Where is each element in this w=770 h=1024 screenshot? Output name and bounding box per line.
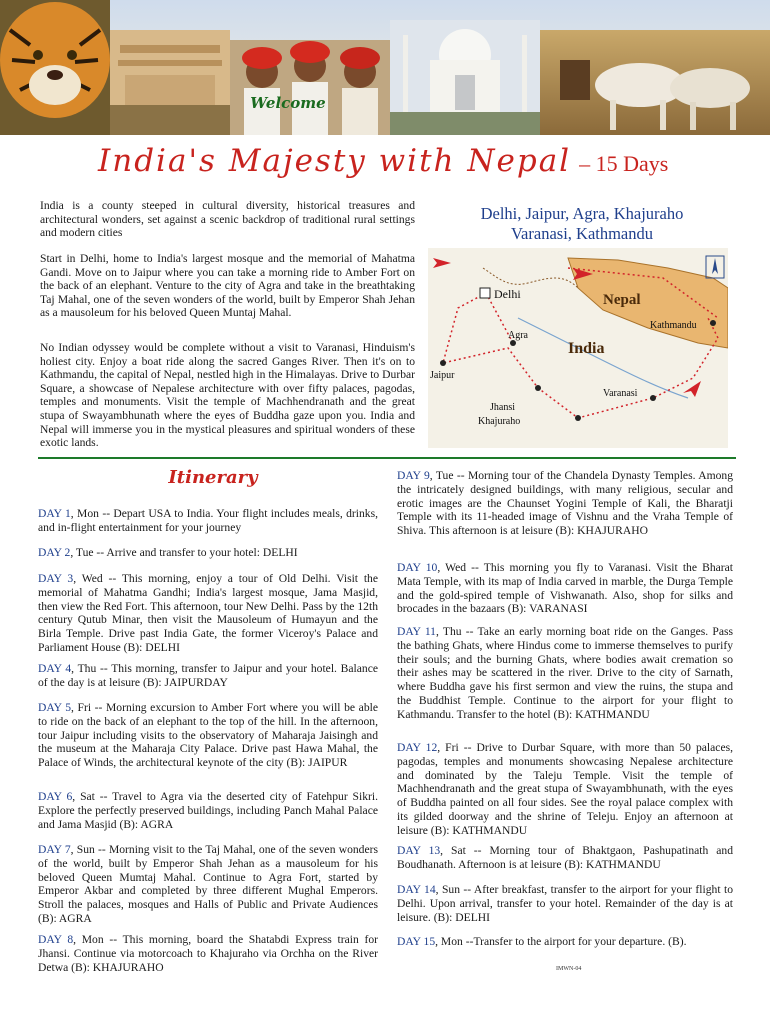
day-entry [397,844,733,872]
day-label: DAY 13 [397,844,441,857]
day-text: , Tue -- Morning tour of the Chandela Dynasty Temples. Among the intricately designed buildings, with many religious, secular and erotic images are the Chaunset Yogini Temple of Kali, the Bharatji Temple with its 11-headed image of Vishnu and the Vraha Temple of Shiva. This afternoon is at leisure (B): KHAJURAHO [397,469,733,538]
map-label-khajuraho: Khajuraho [478,416,521,427]
cities-line-1: Delhi, Jaipur, Agra, Khajuraho [480,204,684,223]
day-text: , Fri -- Drive to Durbar Square, with more than 50 palaces, pagodas, temples and monuments showcasing Nepalese architecture and dominated by the Taleju Temple. Visit the temple of Machhendranath and the great stupa of Swayambhunath, with the eyes of Buddha painted on all four sides. See the royal palace complex with its gilded doorway and the shrine of Teleju. Enjoy an afternoon at leisure (B): KATHMANDU [397,741,733,837]
section-divider [38,457,736,459]
map-label-agra: Agra [508,330,528,341]
day-text: , Thu -- Take an early morning boat ride on the Ganges. Pass the bathing Ghats, where Hindus come to immerse themselves to purify their souls; and the burning Ghats, where bodies await cremation so their ashes may be scattered in the river. Drive to the city of Sarnath, where Buddha gave his first sermon and view the ruins, the stupa and the Buddhist Temple. Continue to the airport for your flight to Kathmandu. Transfer to the hotel (B): KATHMANDU [397,625,733,721]
day-entry [397,469,733,538]
jhansi-marker [535,385,541,391]
route-map-svg [428,248,728,448]
day-label: DAY 4 [38,662,72,675]
document-code: IMWN-04 [556,966,582,972]
day-label: DAY 6 [38,790,73,803]
intro-paragraph-1: India is a county steeped in cultural diversity, historical treasures and architectural wonders, set against a scenic backdrop of traditional rural settings and modern cities [40,199,415,240]
oxen-cart-image [540,30,770,135]
day-label: DAY 12 [397,741,438,754]
day-text: , Wed -- This morning you fly to Varanasi. Visit the Bharat Mata Temple, with its map of India carved in marble, the Durga Temple and the gold-spired temple of Vishwanath. Also, shop for silks and brocades in the bazaars (B): VARANASI [397,561,733,616]
day-text: , Sat -- Morning tour of Bhaktgaon, Pashupatinath and Boudhanath. Afternoon is at leisure (B): KATHMANDU [397,844,733,871]
day-entry [38,572,378,655]
day-entry [38,507,378,535]
map-label-jaipur: Jaipur [430,370,455,381]
day-label: DAY 2 [38,546,71,559]
day-label: DAY 11 [397,625,436,638]
itinerary-heading: Itinerary [168,467,258,488]
map-label-kathmandu: Kathmandu [650,320,697,331]
cities-heading [432,204,732,244]
map-label-jhansi: Jhansi [490,402,515,413]
day-entry [38,701,378,770]
day-label: DAY 8 [38,933,74,946]
day-text: , Wed -- This morning, enjoy a tour of Old Delhi. Visit the memorial of Mahatma Gandhi; India's largest mosque, Jama Masjid, then view the Red Fort. This afternoon, tour New Delhi. Pass by the 12th century Qutub Minar, then visit the Mausoleum of Humayun and the Birla Temple. Drive past India Gate, the former Viceroy's Palace and Parliament House (B): DELHI [38,572,378,654]
day-entry [397,741,733,838]
header-banner [0,0,770,135]
day-entry [397,935,733,949]
trip-title: India's Majesty with Nepal [98,143,572,179]
fort-image [110,30,230,135]
kathmandu-marker [710,320,716,326]
day-label: DAY 10 [397,561,438,574]
day-text: , Sun -- Morning visit to the Taj Mahal, one of the seven wonders of the world, built by Emperor Shah Jehan as a mausoleum for his beloved Queen Mumtaj Mahal. Continue to Agra Fort, started by Emperor Akbar and completed by three different Mughal Emperors. Stroll the palaces, mosques and Halls of Public and Private Audiences (B): AGRA [38,843,378,925]
day-text: , Sat -- Travel to Agra via the deserted city of Fatehpur Sikri. Explore the perfectly preserved buildings, including Panch Mahal Palace and Jama Masjid (B): AGRA [38,790,378,831]
banner-photo-collage [0,0,770,135]
intro-paragraph-2: Start in Delhi, home to India's largest mosque and the memorial of Mahatma Gandi. Move on to Jaipur where you can take a morning ride to Amber Fort on the back of an elephant. Venture to the city of Agra and take in the breathtaking Taj Mahal, one of the seven wonders of the world, built by Emperor Shah Jehan as a mausoleum for his beloved Queen Muntaj Mahal. [40,252,415,320]
jaipur-marker [440,360,446,366]
day-label: DAY 9 [397,469,430,482]
day-entry [397,883,733,924]
map-label-nepal: Nepal [603,292,641,308]
delhi-marker [480,288,490,298]
taj-mahal-image [390,20,540,135]
day-label: DAY 14 [397,883,436,896]
day-entry [38,790,378,831]
day-label: DAY 15 [397,935,436,948]
route-map [428,248,728,448]
varanasi-marker [650,395,656,401]
day-entry [38,662,378,690]
day-entry [38,546,378,560]
day-text: , Sun -- After breakfast, transfer to the airport for your flight to Delhi. Upon arrival, transfer to your hotel. Remainder of the day is at leisure. (B): DELHI [397,883,733,924]
map-label-india: India [568,340,605,357]
day-entry [397,625,733,722]
day-label: DAY 7 [38,843,71,856]
day-entry [38,933,378,974]
day-label: DAY 5 [38,701,72,714]
day-text: , Fri -- Morning excursion to Amber Fort where you will be able to ride on the back of an elephant to the top of the hill. In the afternoon, tour Jaipur including visits to the observatory of Maharaja Jaisingh and the museum at the Maharaja City Palace. Drive past Hawa Mahal, the Palace of Winds, the architectural keynote of the city (B): JAIPUR [38,701,378,770]
trip-duration: – 15 Days [579,151,669,176]
day-entry [38,843,378,926]
welcome-label: Welcome [250,94,326,112]
day-entry [397,561,733,616]
day-text: , Mon --Transfer to the airport for your departure. (B). [435,935,687,948]
day-text: , Thu -- This morning, transfer to Jaipur and your hotel. Balance of the day is at leisure (B): JAIPURDAY [38,662,378,689]
tiger-image [0,0,110,135]
page-title [98,143,738,183]
day-text: , Mon -- Depart USA to India. Your flight includes meals, drinks, and in-flight entertainment for your journey [38,507,378,534]
khajuraho-marker [575,415,581,421]
cities-line-2: Varanasi, Kathmandu [510,224,654,243]
day-text: , Mon -- This morning, board the Shatabdi Express train for Jhansi. Continue via motorcoach to Khajuraho via Orchha on the River Detwa (B): KHAJURAHO [38,933,378,974]
day-label: DAY 1 [38,507,71,520]
day-label: DAY 3 [38,572,74,585]
map-label-delhi: Delhi [494,287,521,301]
day-text: , Tue -- Arrive and transfer to your hotel: DELHI [70,546,298,559]
map-label-varanasi: Varanasi [603,388,638,399]
intro-paragraph-3: No Indian odyssey would be complete without a visit to Varanasi, Hinduism's holiest city. Enjoy a boat ride along the sacred Ganges River. Then it's on to Kathmandu, the capital of Nepal, nestled high in the Himalayas. Drive to Durbar Square, a showcase of Nepalese architecture with over fifty palaces, pagodas, temples and monuments. Visit the temple of Machhendranath and the great stupa of Swayambhunath where the eyes of Buddha gaze upon you. India and Nepal will immerse you in the mystical pleasures and spiritual wonders of these exotic lands. [40,341,415,450]
